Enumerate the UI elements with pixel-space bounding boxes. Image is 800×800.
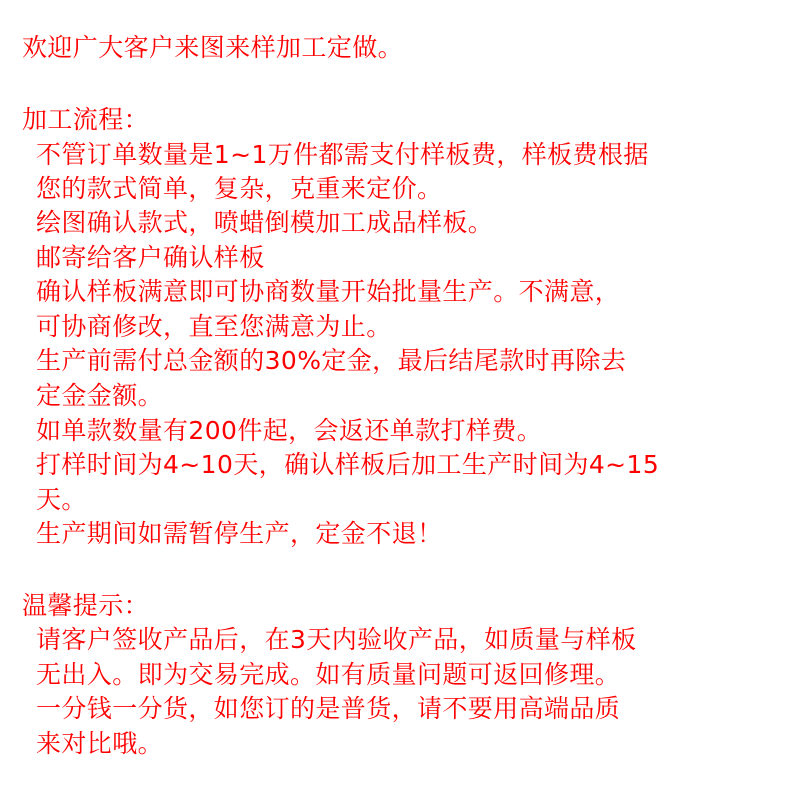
process-line: 绘图确认款式，喷蜡倒模加工成品样板。 — [36, 208, 494, 237]
process-line: 邮寄给客户确认样板 — [36, 243, 265, 272]
tips-line: 请客户签收产品后，在3天内验收产品，如质量与样板 — [36, 625, 637, 654]
process-line: 确认样板满意即可协商数量开始批量生产。不满意， — [36, 277, 621, 306]
process-line: 天。 — [36, 485, 87, 514]
process-heading: 加工流程： — [22, 105, 150, 134]
process-line: 生产期间如需暂停生产，定金不退！ — [36, 519, 443, 548]
process-line: 可协商修改，直至您满意为止。 — [36, 312, 392, 341]
process-line: 生产前需付总金额的30%定金，最后结尾款时再除去 — [36, 346, 627, 375]
process-line: 定金金额。 — [36, 381, 164, 410]
process-line: 如单款数量有200件起，会返还单款打样费。 — [36, 416, 543, 445]
process-line: 您的款式简单，复杂，克重来定价。 — [36, 174, 443, 203]
welcome-line: 欢迎广大客户来图来样加工定做。 — [22, 33, 404, 62]
process-line: 打样时间为4~10天，确认样板后加工生产时间为4~15 — [36, 450, 660, 479]
tips-line: 一分钱一分货，如您订的是普货，请不要用高端品质 — [36, 694, 621, 723]
tips-heading: 温馨提示： — [22, 591, 150, 620]
tips-line: 来对比哦。 — [36, 729, 164, 758]
tips-line: 无出入。即为交易完成。如有质量问题可返回修理。 — [36, 660, 621, 689]
process-line: 不管订单数量是1~1万件都需支付样板费，样板费根据 — [36, 140, 649, 169]
